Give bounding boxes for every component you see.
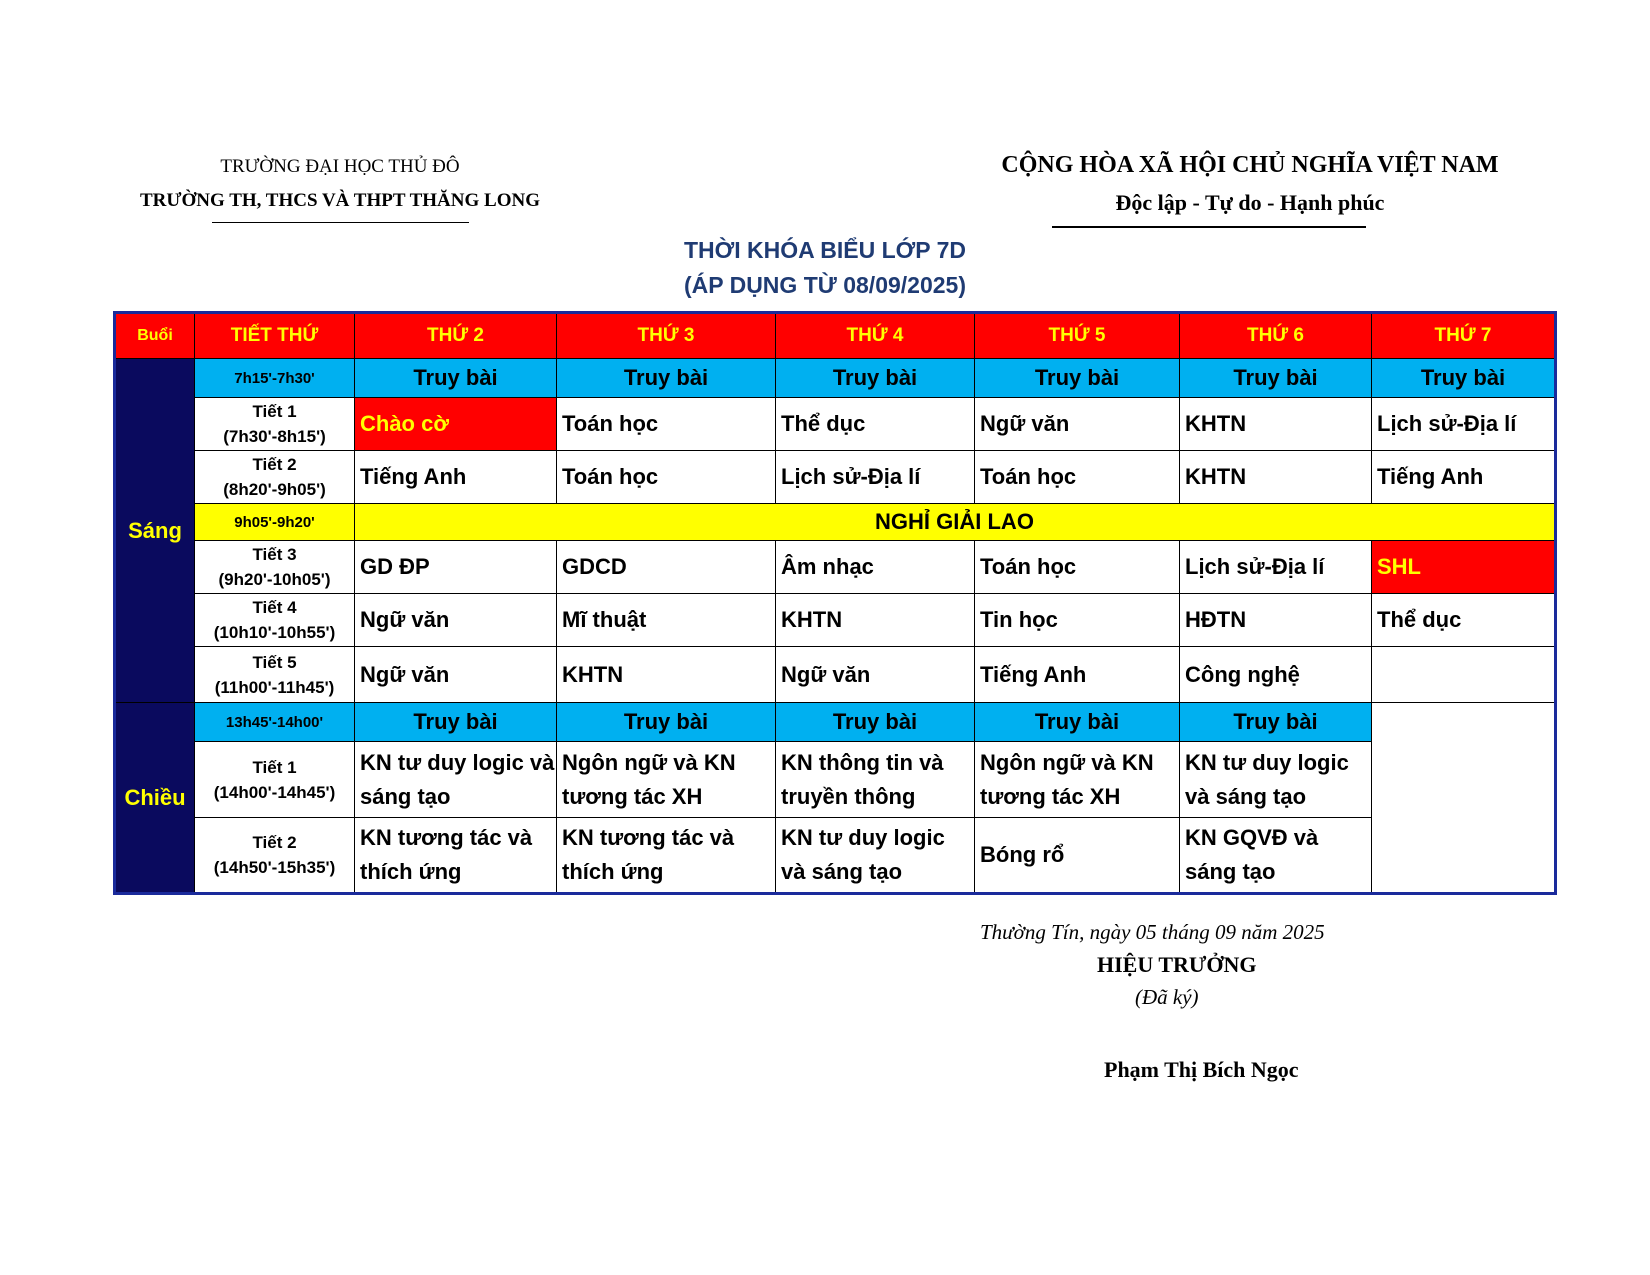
subject-cell: Công nghệ [1180, 647, 1372, 703]
page-title: THỜI KHÓA BIỂU LỚP 7D [683, 237, 967, 263]
table-row [115, 541, 1556, 594]
period-label: Tiết 5 [252, 652, 297, 672]
subject-cell: KHTN [557, 647, 776, 703]
subject-cell: Ngôn ngữ và KN tương tác XH [975, 742, 1180, 818]
subject-cell: Ngữ văn [975, 398, 1180, 451]
period-cell [195, 541, 355, 594]
period-cell [195, 742, 355, 818]
study-cell: Truy bài [975, 703, 1180, 742]
national-motto: Độc lập - Tự do - Hạnh phúc [1115, 190, 1385, 215]
break-row [115, 504, 1556, 541]
table-row [115, 594, 1556, 647]
period-time: (8h20'-9h05') [223, 480, 326, 499]
subject-cell: Toán học [975, 451, 1180, 504]
subject-cell: GD ĐP [355, 541, 557, 594]
subject-cell: Ngôn ngữ và KN tương tác XH [557, 742, 776, 818]
subject-cell: KN tư duy logic và sáng tạo [355, 742, 557, 818]
subject-cell: Tin học [975, 594, 1180, 647]
period-cell [195, 818, 355, 894]
period-label: Tiết 4 [252, 598, 297, 617]
col-header: THỨ 7 [1372, 313, 1556, 359]
table-row [115, 647, 1556, 703]
period-label: Tiết 2 [252, 833, 297, 852]
subject-cell: Thể dục [1372, 594, 1556, 647]
signer-name: Phạm Thị Bích Ngọc [1104, 1057, 1299, 1082]
table-row [115, 451, 1556, 504]
period-cell [195, 451, 355, 504]
divider [1052, 226, 1366, 228]
study-cell: Truy bài [776, 359, 975, 398]
break-label: NGHỈ GIẢI LAO [355, 504, 1556, 541]
period-time: (9h20'-10h05') [218, 570, 331, 589]
study-cell: Truy bài [557, 359, 776, 398]
study-cell: Truy bài [975, 359, 1180, 398]
period-label: Tiết 2 [252, 455, 297, 474]
subject-cell: HĐTN [1180, 594, 1372, 647]
study-cell: Truy bài [1372, 359, 1556, 398]
study-cell: Truy bài [1180, 703, 1372, 742]
subject-cell: KHTN [776, 594, 975, 647]
col-header: Buổi [115, 313, 195, 359]
study-cell: Truy bài [1180, 359, 1372, 398]
col-header: THỨ 4 [776, 313, 975, 359]
subject-cell: Tiếng Anh [975, 647, 1180, 703]
period-time: (7h30'-8h15') [223, 427, 326, 446]
subject-cell: Toán học [975, 541, 1180, 594]
study-cell: Truy bài [355, 703, 557, 742]
subject-cell: Thể dục [776, 398, 975, 451]
study-cell: Truy bài [557, 703, 776, 742]
subject-cell: KN tư duy logic và sáng tạo [1180, 742, 1372, 818]
break-time: 9h05'-9h20' [195, 504, 355, 541]
subject-cell: Tiếng Anh [1372, 451, 1556, 504]
session-morning: Sáng [115, 359, 195, 703]
place-date: Thường Tín, ngày 05 tháng 09 năm 2025 [980, 920, 1325, 944]
table-row [115, 742, 1556, 818]
period-cell [195, 398, 355, 451]
subject-cell: Chào cờ [355, 398, 557, 451]
subject-cell: Mĩ thuật [557, 594, 776, 647]
subject-cell: KHTN [1180, 451, 1372, 504]
school-name: TRƯỜNG TH, THCS VÀ THPT THĂNG LONG [140, 190, 540, 211]
subject-cell: Lịch sử-Địa lí [776, 451, 975, 504]
study-time: 13h45'-14h00' [195, 703, 355, 742]
table-row [115, 818, 1556, 894]
divider [212, 222, 469, 223]
subject-cell: KN tương tác và thích ứng [557, 818, 776, 894]
subject-cell: KN thông tin và truyền thông [776, 742, 975, 818]
subject-cell: Lịch sử-Địa lí [1372, 398, 1556, 451]
signer-role: HIỆU TRƯỞNG [1097, 952, 1257, 977]
subject-cell: Lịch sử-Địa lí [1180, 541, 1372, 594]
session-afternoon: Chiều [115, 703, 195, 894]
period-label: Tiết 3 [252, 545, 297, 564]
period-time: (10h10'-10h55') [213, 623, 336, 642]
subject-cell [1372, 647, 1556, 703]
table-row [115, 398, 1556, 451]
col-header: THỨ 5 [975, 313, 1180, 359]
subject-cell: Ngữ văn [355, 594, 557, 647]
period-time: (14h50'-15h35') [213, 858, 336, 877]
subject-cell: KN GQVĐ và sáng tạo [1180, 818, 1372, 894]
empty-cell [1372, 703, 1556, 894]
col-header: THỨ 3 [557, 313, 776, 359]
period-time: (14h00'-14h45') [213, 782, 336, 802]
col-header: TIẾT THỨ [195, 313, 355, 359]
col-header: THỨ 2 [355, 313, 557, 359]
subject-cell: Toán học [557, 398, 776, 451]
school-parent-name: TRƯỜNG ĐẠI HỌC THỦ ĐÔ [220, 156, 460, 177]
page-subtitle: (ÁP DỤNG TỪ 08/09/2025) [684, 272, 966, 298]
period-label: Tiết 1 [252, 402, 297, 421]
table-row [115, 703, 1556, 742]
col-header: THỨ 6 [1180, 313, 1372, 359]
table-row [115, 359, 1556, 398]
subject-cell: Ngữ văn [355, 647, 557, 703]
period-cell [195, 647, 355, 703]
national-title: CỘNG HÒA XÃ HỘI CHỦ NGHĨA VIỆT NAM [1001, 152, 1499, 178]
period-time: (11h00'-11h45') [214, 677, 335, 697]
study-cell: Truy bài [355, 359, 557, 398]
subject-cell: Âm nhạc [776, 541, 975, 594]
subject-cell: SHL [1372, 541, 1556, 594]
subject-cell: Ngữ văn [776, 647, 975, 703]
subject-cell: KN tư duy logic và sáng tạo [776, 818, 975, 894]
header-row [115, 313, 1556, 359]
study-cell: Truy bài [776, 703, 975, 742]
subject-cell: GDCD [557, 541, 776, 594]
period-cell [195, 594, 355, 647]
period-label: Tiết 1 [252, 757, 297, 777]
subject-cell: Tiếng Anh [355, 451, 557, 504]
subject-cell: Toán học [557, 451, 776, 504]
subject-cell: KHTN [1180, 398, 1372, 451]
subject-cell: KN tương tác và thích ứng [355, 818, 557, 894]
study-time: 7h15'-7h30' [195, 359, 355, 398]
subject-cell: Bóng rổ [975, 818, 1180, 894]
timetable [113, 311, 1557, 895]
signed-note: (Đã ký) [1135, 985, 1199, 1009]
